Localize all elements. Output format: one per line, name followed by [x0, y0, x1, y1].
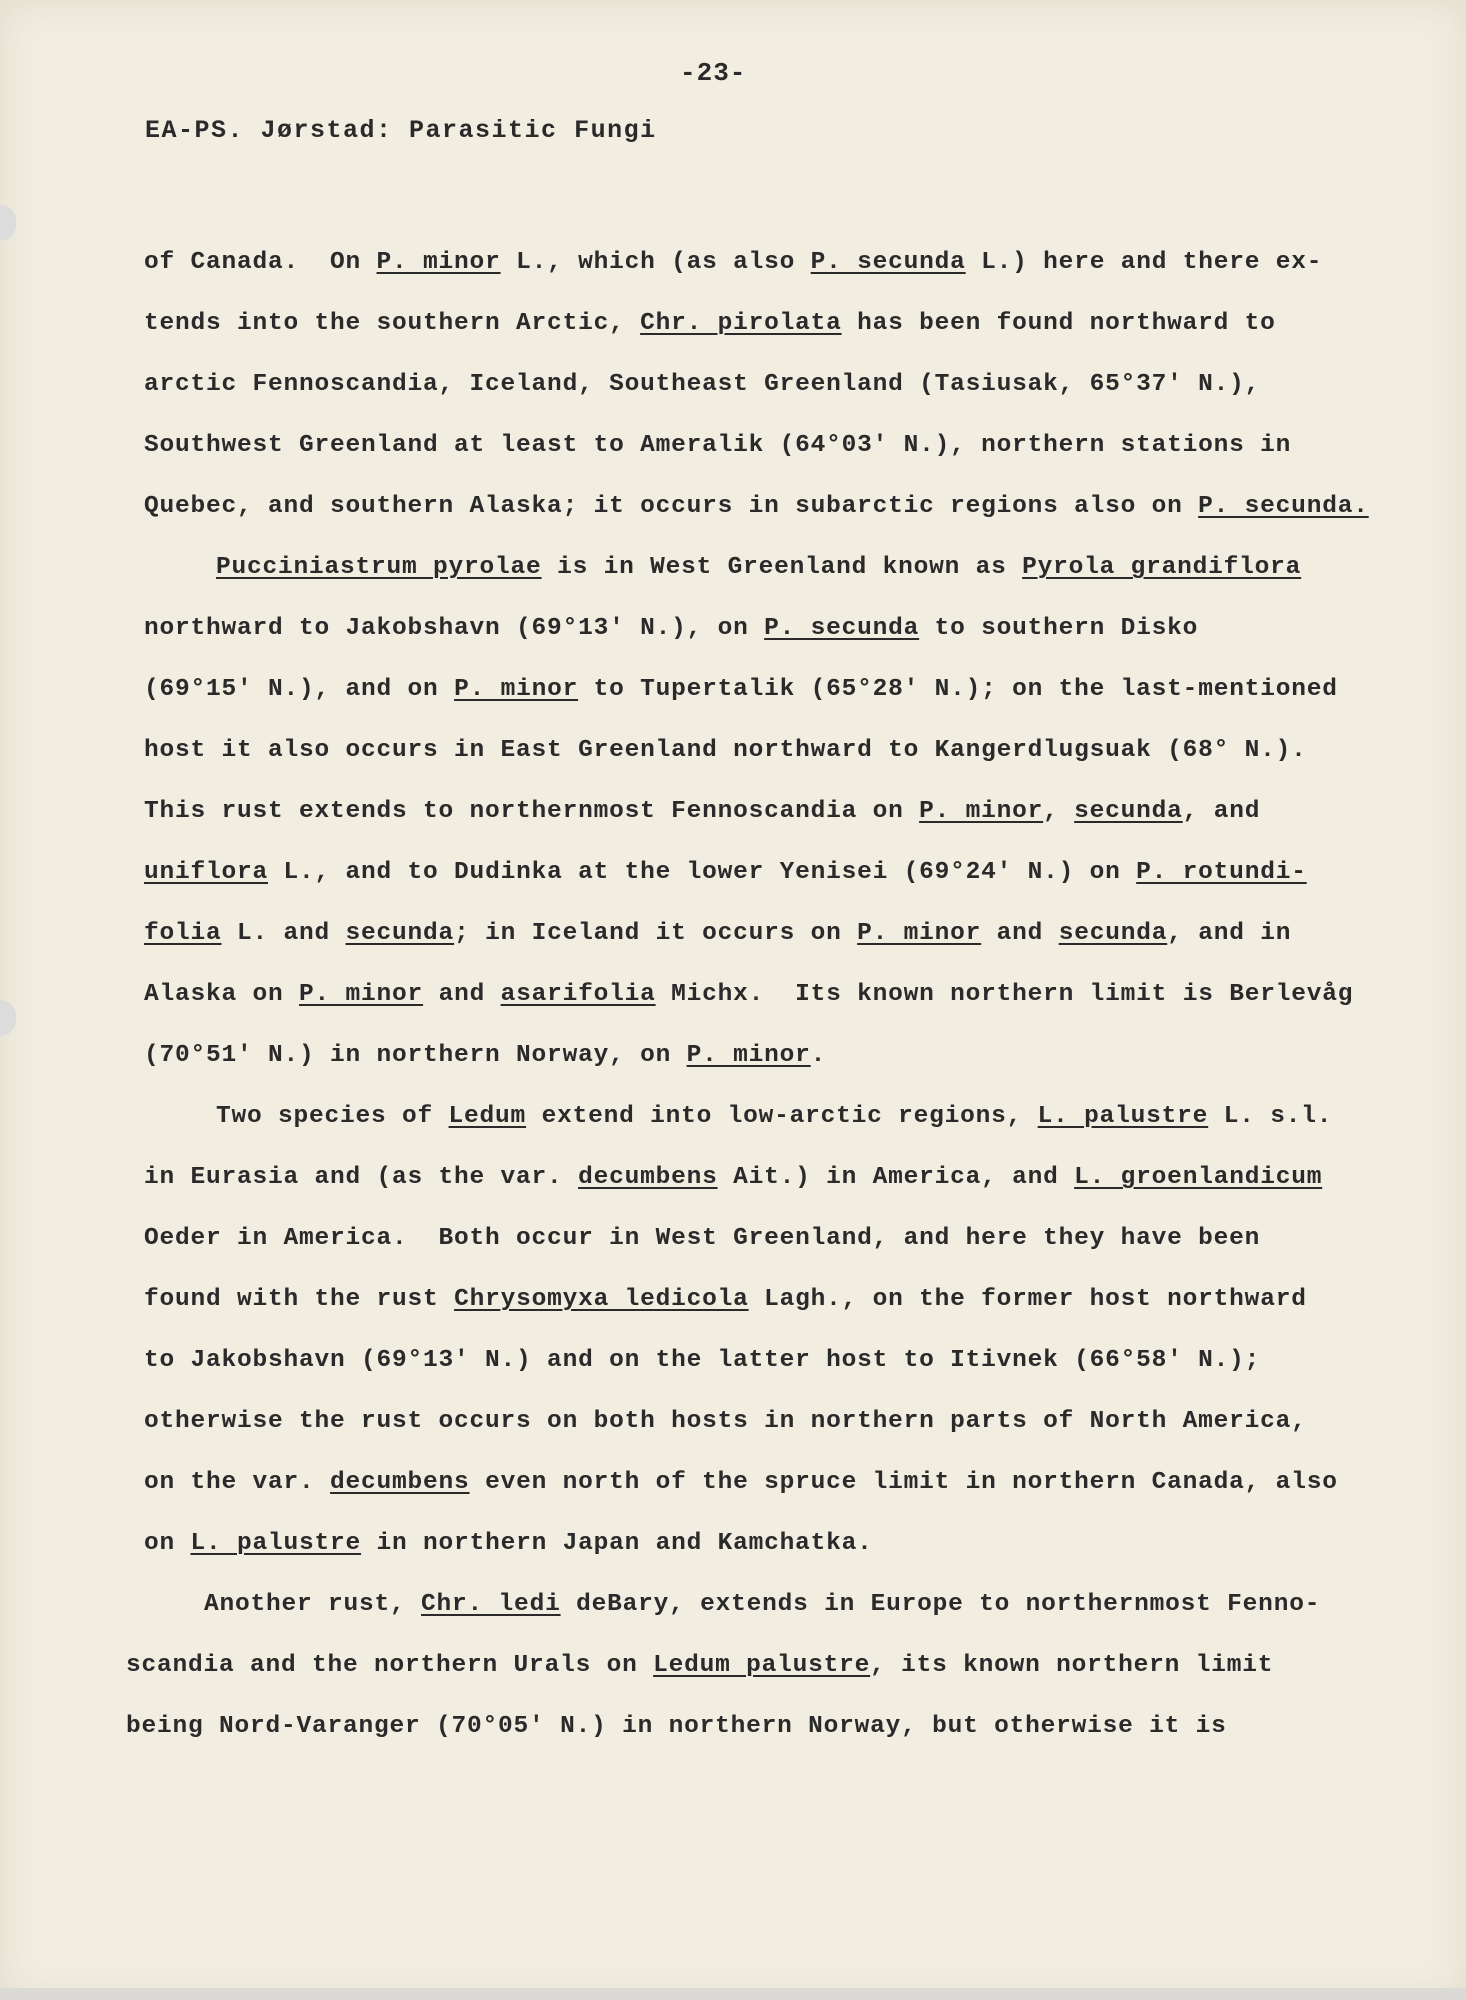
text-run: , its known northern limit — [870, 1652, 1274, 1679]
underlined-taxon: secunda — [1058, 920, 1168, 947]
underlined-taxon: Chr. ledi — [421, 1591, 561, 1618]
text-line — [120, 964, 1354, 1025]
text-line — [120, 1635, 1340, 1696]
text-run: L. and — [221, 920, 346, 947]
text-run: This rust extends to northernmost Fennoscandia on — [144, 798, 920, 825]
text-line — [120, 842, 1340, 903]
text-run: is in West Greenland known as — [541, 554, 1023, 581]
underlined-taxon: Chr. pirolata — [640, 310, 842, 337]
underlined-taxon: Ledum — [448, 1103, 527, 1130]
text-line — [120, 1574, 1340, 1635]
text-line — [120, 1025, 1340, 1086]
underlined-taxon: secunda — [345, 920, 455, 947]
text-line — [120, 1513, 1340, 1574]
text-run: L.) here and there ex- — [965, 249, 1323, 276]
text-run: Michx. Its known northern limit is Berlevåg — [655, 981, 1354, 1008]
text-run: host it also occurs in East Greenland northward to Kangerdlugsuak (68° N.). — [144, 737, 1307, 764]
text-run: L., which (as also — [500, 249, 811, 276]
text-run: , and — [1182, 798, 1261, 825]
text-run: to southern Disko — [919, 615, 1199, 642]
underlined-taxon: folia — [144, 920, 222, 947]
text-run: to Tupertalik (65°28' N.); on the last-mentioned — [578, 676, 1338, 703]
text-line — [120, 1330, 1340, 1391]
punch-hole — [0, 1000, 16, 1036]
text-line — [120, 1269, 1340, 1330]
underlined-taxon: asarifolia — [500, 981, 656, 1008]
body-text — [120, 232, 1369, 1757]
text-run: (69°15' N.), and on — [144, 676, 455, 703]
text-run: and — [981, 920, 1059, 947]
text-line — [120, 598, 1340, 659]
page-bottom-edge — [0, 1988, 1466, 2000]
underlined-taxon: L. groenlandicum — [1074, 1164, 1323, 1191]
underlined-taxon: P. secunda. — [1198, 493, 1369, 520]
text-run: and — [423, 981, 501, 1008]
text-line — [120, 1086, 1340, 1147]
text-run: ; in Iceland it occurs on — [454, 920, 858, 947]
underlined-taxon: Ledum palustre — [653, 1652, 871, 1679]
text-run: has been found northward to — [841, 310, 1276, 337]
text-run: on the var. — [144, 1469, 331, 1496]
text-line — [120, 720, 1340, 781]
text-run: deBary, extends in Europe to northernmost Fenno- — [560, 1591, 1321, 1618]
text-run: extend into low-arctic regions, — [526, 1103, 1038, 1130]
text-run: Lagh., on the former host northward — [748, 1286, 1307, 1313]
underlined-taxon: decumbens — [578, 1164, 718, 1191]
underlined-taxon: Pucciniastrum pyrolae — [216, 554, 542, 581]
text-run: Quebec, and southern Alaska; it occurs in subarctic regions also on — [144, 493, 1199, 520]
text-run: Southwest Greenland at least to Ameralik (64°03' N.), northern stations in — [144, 432, 1292, 459]
underlined-taxon: P. minor — [299, 981, 424, 1008]
text-run: of Canada. On — [144, 249, 377, 276]
underlined-taxon: P. minor — [919, 798, 1044, 825]
text-line — [120, 1452, 1340, 1513]
underlined-taxon: P. minor — [376, 249, 501, 276]
underlined-taxon: Pyrola grandiflora — [1022, 554, 1302, 581]
text-run: , — [1043, 798, 1075, 825]
page-number: -23- — [680, 58, 747, 88]
underlined-taxon: P. minor — [686, 1042, 811, 1069]
underlined-taxon: P. secunda — [810, 249, 966, 276]
text-line — [120, 415, 1340, 476]
text-run: otherwise the rust occurs on both hosts in northern parts of North America, — [144, 1408, 1307, 1435]
text-run: Alaska on — [144, 981, 300, 1008]
text-run: scandia and the northern Urals on — [126, 1652, 654, 1679]
text-line — [120, 1208, 1340, 1269]
text-run: L., and to Dudinka at the lower Yenisei (69°24' N.) on — [268, 859, 1137, 886]
text-line — [120, 537, 1340, 598]
text-run: , and in — [1167, 920, 1292, 947]
underlined-taxon: P. minor — [857, 920, 982, 947]
underlined-taxon: L. palustre — [190, 1530, 362, 1557]
text-run: in northern Japan and Kamchatka. — [361, 1530, 873, 1557]
text-line — [120, 354, 1340, 415]
text-line — [120, 903, 1340, 964]
text-run: Ait.) in America, and — [717, 1164, 1075, 1191]
text-run: in Eurasia and (as the var. — [144, 1164, 579, 1191]
text-run: Two species of — [216, 1103, 449, 1130]
text-run: L. s.l. — [1208, 1103, 1333, 1130]
underlined-taxon: Chrysomyxa ledicola — [454, 1286, 749, 1313]
punch-hole — [0, 205, 16, 241]
text-run: . — [810, 1042, 827, 1069]
text-run: arctic Fennoscandia, Iceland, Southeast Greenland (Tasiusak, 65°37' N.), — [144, 371, 1261, 398]
text-line — [120, 1696, 1340, 1757]
underlined-taxon: P. secunda — [764, 615, 920, 642]
underlined-taxon: decumbens — [330, 1469, 470, 1496]
underlined-taxon: P. rotundi- — [1136, 859, 1307, 886]
text-run: found with the rust — [144, 1286, 455, 1313]
text-line — [120, 659, 1340, 720]
text-run: being Nord-Varanger (70°05' N.) in northern Norway, but otherwise it is — [126, 1713, 1227, 1740]
text-line — [120, 232, 1340, 293]
text-line — [120, 1147, 1340, 1208]
text-run: to Jakobshavn (69°13' N.) and on the latter host to Itivnek (66°58' N.); — [144, 1347, 1261, 1374]
text-line — [120, 1391, 1340, 1452]
running-header: EA-PS. Jørstad: Parasitic Fungi — [145, 116, 657, 145]
text-line — [120, 293, 1340, 354]
underlined-taxon: uniflora — [144, 859, 269, 886]
text-line — [120, 781, 1340, 842]
text-line — [120, 476, 1369, 537]
underlined-taxon: secunda — [1074, 798, 1183, 825]
text-run: even north of the spruce limit in northern Canada, also — [469, 1469, 1338, 1496]
text-run: Oeder in America. Both occur in West Greenland, and here they have been — [144, 1225, 1261, 1252]
text-run: northward to Jakobshavn (69°13' N.), on — [144, 615, 765, 642]
underlined-taxon: P. minor — [454, 676, 579, 703]
text-run: on — [144, 1530, 191, 1557]
underlined-taxon: L. palustre — [1037, 1103, 1209, 1130]
text-run: Another rust, — [204, 1591, 422, 1618]
text-run: tends into the southern Arctic, — [144, 310, 641, 337]
text-run: (70°51' N.) in northern Norway, on — [144, 1042, 687, 1069]
